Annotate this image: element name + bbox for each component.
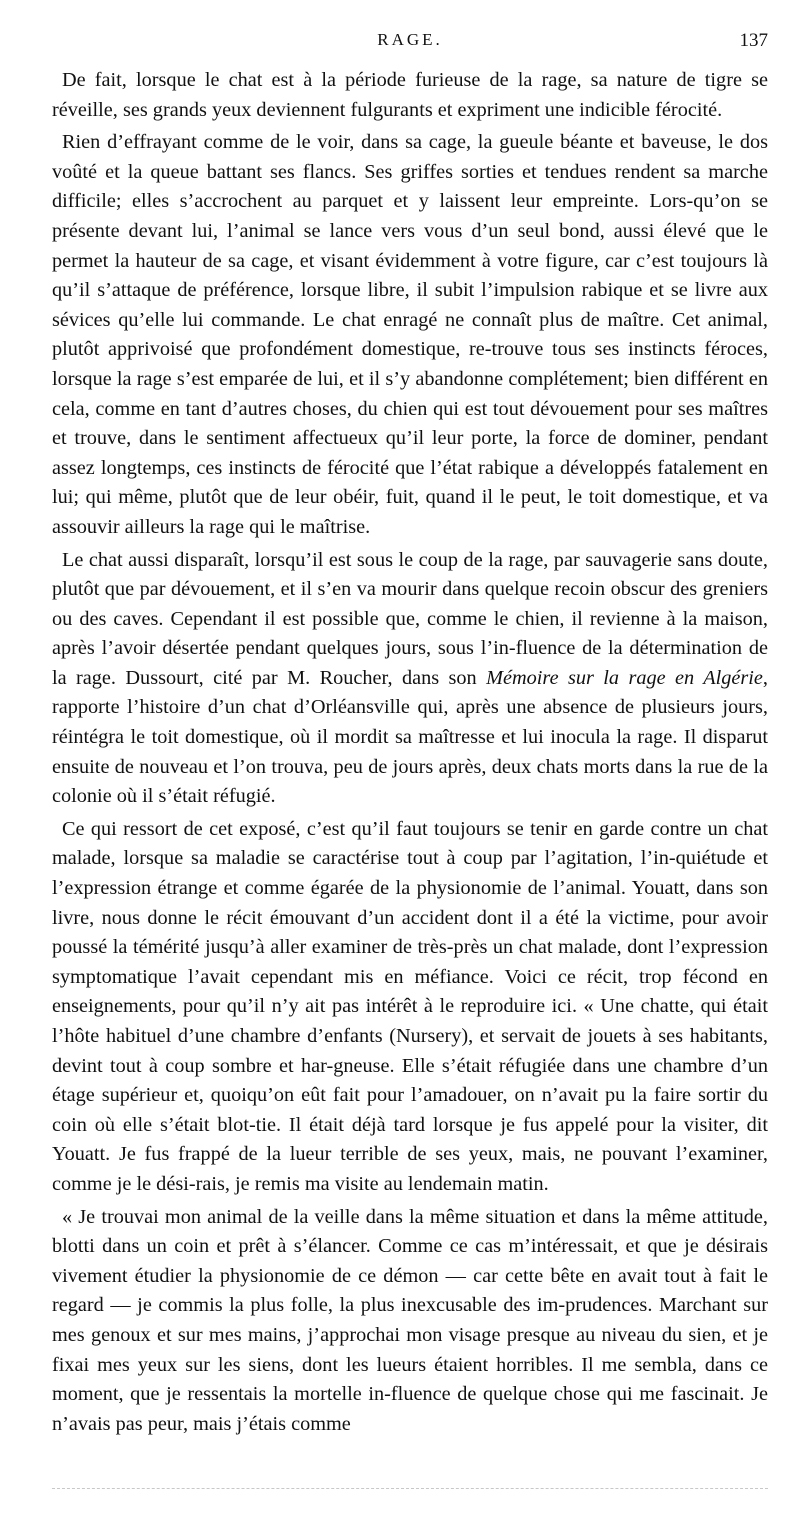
paragraph	[52, 546, 768, 812]
paragraph: « Je trouvai mon animal de la veille dans la même situation et dans la même attitude, blotti dans un coin et prêt à s’élancer. Comme ce cas m’intéressait, et que je désirais vivement étudier la physionomie de ce démon — car cette bête en avait tout à fait le regard — je commis la plus folle, la plus inexcusable des im-prudences. Marchant sur mes genoux et sur mes mains, j’approchai mon visage presque au niveau du sien, et je fixai mes yeux sur les siens, dont les lueurs étaient horribles. Il me sembla, dans ce moment, que je ressentais la mortelle in-fluence de quelque chose qui me fascinait. Je n’avais pas peur, mais j’étais comme	[52, 1205, 768, 1435]
page-number: 137	[739, 30, 768, 51]
body-text	[52, 66, 768, 1439]
running-title: RAGE.	[377, 30, 443, 49]
running-head	[52, 30, 768, 58]
cited-work-title: Mémoire sur la rage en Algérie	[486, 666, 763, 689]
paragraph: Rien d’effrayant comme de le voir, dans sa cage, la gueule béante et baveuse, le dos voûté et la queue battant ses flancs. Ses griffes sorties et tendues rendent sa marche difficile; elles s’accrochent au parquet et y laissent leur empreinte. Lors-qu’on se présente devant lui, l’animal se lance vers vous d’un seul bond, aussi élevé que le permet la hauteur de sa cage, et visant évidemment à votre figure, car c’est toujours là qu’il s’attaque de préférence, lorsque libre, il subit l’impulsion rabique et se livre aux sévices qu’elle lui commande. Le chat enragé ne connaît plus de maître. Cet animal, plutôt apprivoisé que profondément domestique, re-trouve tous ses instincts féroces, lorsque la rage s’est emparée de lui, et il s’y abandonne complétement; bien différent en cela, comme en tant d’autres choses, du chien qui est tout dévouement pour ses maîtres et trouve, dans le sentiment affectueux qu’il leur porte, la force de dominer, pendant assez longtemps, ces instincts de férocité que l’état rabique a développés fatalement en lui; qui même, plutôt que de leur obéir, fuit, quand il le peut, le toit domestique, et va assouvir ailleurs la rage qui le maîtrise.	[52, 131, 768, 538]
paragraph: De fait, lorsque le chat est à la période furieuse de la rage, sa nature de tigre se réveille, ses grands yeux deviennent fulgurants et expriment une indicible férocité.	[52, 69, 768, 121]
paragraph-text: , rapporte l’histoire d’un chat d’Orléansville qui, après une absence de plusieurs jours, réintégra le toit domestique, où il mordit sa maîtresse et lui inocula la rage. Il disparut ensuite de nouveau et l’on trouva, peu de jours après, deux chats morts dans la rue de la colonie où il s’était réfugié.	[52, 666, 768, 808]
bottom-margin-marks	[52, 1488, 768, 1491]
paragraph-text: Le chat aussi disparaît, lorsqu’il est sous le coup de la rage, par sauvagerie sans doute, plutôt que par dévouement, et il s’en va mourir dans quelque recoin obscur des greniers ou des caves. Cependant il est possible que, comme le chien, il revienne à la maison, après l’avoir désertée pendant quelques jours, sous l’in-fluence de la détermination de la rage. Dussourt, cité par M. Roucher, dans son	[52, 548, 768, 689]
paragraph: Ce qui ressort de cet exposé, c’est qu’il faut toujours se tenir en garde contre un chat malade, lorsque sa maladie se caractérise tout à coup par l’agitation, l’in-quiétude et l’expression étrange et comme égarée de la physionomie de l’animal. Youatt, dans son livre, nous donne le récit émouvant d’un accident dont il a été la victime, pour avoir poussé la témérité jusqu’à aller examiner de très-près un chat malade, dont l’expression symptomatique l’avait cependant mis en méfiance. Voici ce récit, trop fécond en enseignements, pour qu’il n’y ait pas intérêt à le reproduire ici. « Une chatte, qui était l’hôte habituel d’une chambre d’enfants (Nursery), et servait de jouets à ses habitants, devint tout à coup sombre et har-gneuse. Elle s’était réfugiée dans une chambre d’un étage supérieur et, quoiqu’on eût fait pour l’amadouer, on n’avait pu la faire sortir du coin où elle s’était blot-tie. Il était déjà tard lorsque je fus appelé pour la visiter, dit Youatt. Je fus frappé de la lueur terrible de ses yeux, mais, ne pouvant l’examiner, comme je le dési-rais, je remis ma visite au lendemain matin.	[52, 817, 768, 1195]
